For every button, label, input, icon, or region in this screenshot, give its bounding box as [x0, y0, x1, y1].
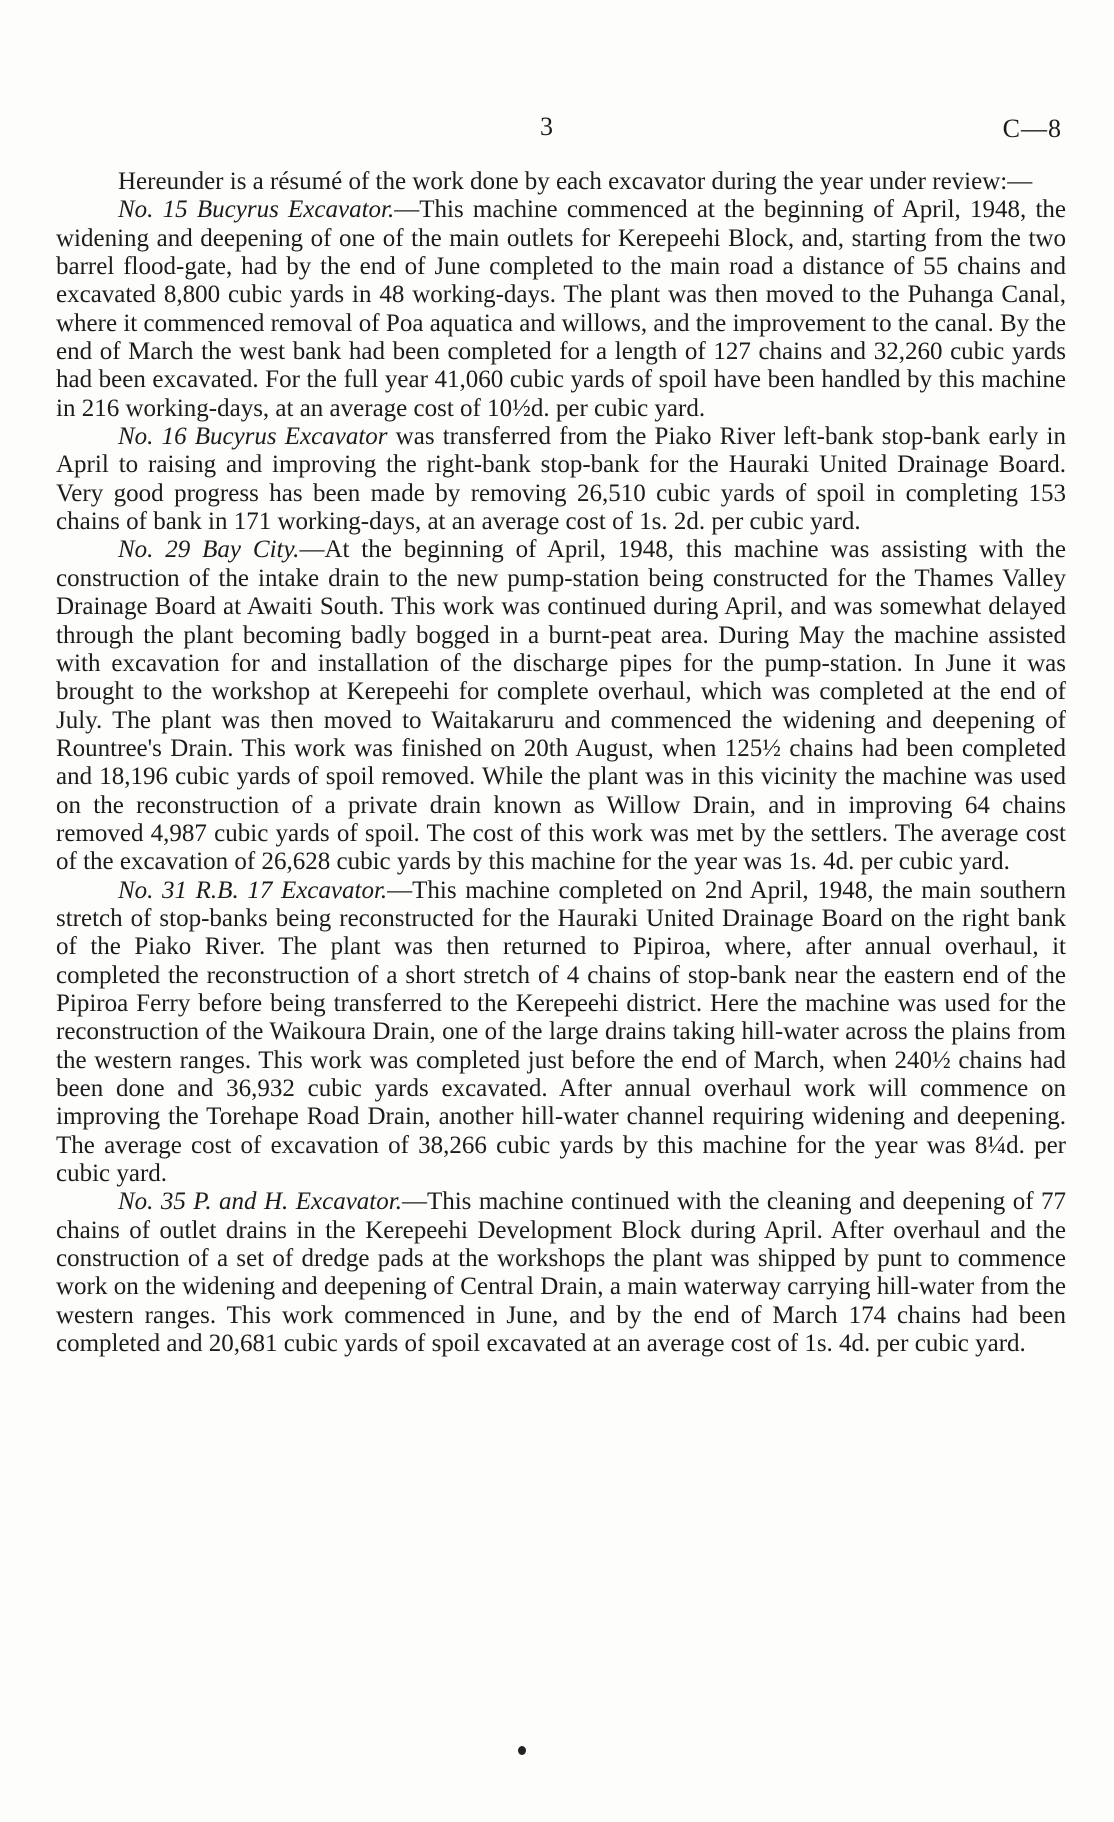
- intro-paragraph: Hereunder is a résumé of the work done by each excavator during the year under review:—: [118, 168, 1033, 195]
- paragraph-lead: No. 29 Bay City.: [118, 536, 300, 564]
- page-number: 3: [540, 112, 553, 141]
- paragraph-lead: No. 15 Bucyrus Excavator.: [118, 196, 395, 224]
- paragraph-excavator-16: [56, 423, 1066, 536]
- paragraph-lead: No. 35 P. and H. Excavator.: [118, 1188, 402, 1216]
- paragraph-excavator-31: [56, 877, 1066, 1189]
- paragraph-bay-city-29: [56, 536, 1066, 876]
- paragraph-excavator-35: [56, 1188, 1066, 1358]
- paragraph-text: —This machine completed on 2nd April, 1948, the main southern stretch of stop-banks being reconstructed for the Hauraki United Drainage Board on the right bank of the Piako River. The plant was then returned to Pipiroa, where, after annual overhaul, it completed the reconstruction of a short stretch of 4 chains of stop-bank near the eastern end of the Pipiroa Ferry before being transferred to the Kerepeehi district. Here the machine was used for the reconstruction of the Waikoura Drain, one of the large drains taking hill-water across the plains from the western ranges. This work was completed just before the end of March, when 240½ chains had been done and 36,932 cubic yards excavated. After annual overhaul work will commence on improving the Torehape Road Drain, another hill-water channel requiring widening and deepening. The average cost of excavation of 38,266 cubic yards by this machine for the year was 8¼d. per cubic yard.: [56, 876, 1066, 1188]
- paragraph-lead: No. 16 Bucyrus Excavator: [118, 423, 388, 451]
- paragraph-text: —This machine commenced at the beginning of April, 1948, the widening and deepening of one of the main outlets for Kerepeehi Block, and, starting from the two barrel flood-gate, had by the end of June completed to the main road a distance of 55 chains and excavated 8,800 cubic yards in 48 working-days. The plant was then moved to the Puhanga Canal, where it commenced removal of Poa aquatica and willows, and the improvement to the canal. By the end of March the west bank had been completed for a length of 127 chains and 32,260 cubic yards had been excavated. For the full year 41,060 cubic yards of spoil have been handled by this machine in 216 working-days, at an average cost of 10½d. per cubic yard.: [56, 196, 1067, 422]
- paragraph-excavator-15: [56, 196, 1066, 423]
- body-text: [56, 168, 1066, 1358]
- paragraph-text: —At the beginning of April, 1948, this machine was assisting with the construction of the intake drain to the new pump-station being constructed for the Thames Valley Drainage Board at Awaiti South. This work was continued during April, and was somewhat delayed through the plant becoming badly bogged in a burnt-peat area. During May the machine assisted with excavation for and installation of the discharge pipes for the pump-station. In June it was brought to the workshop at Kerepeehi for complete overhaul, which was completed at the end of July. The plant was then moved to Waitakaruru and commenced the widening and deepening of Rountree's Drain. This work was finished on 20th August, when 125½ chains had been completed and 18,196 cubic yards of spoil removed. While the plant was in this vicinity the machine was used on the reconstruction of a private drain known as Willow Drain, and in improving 64 chains removed 4,987 cubic yards of spoil. The cost of this work was met by the settlers. The average cost of the excavation of 26,628 cubic yards by this machine for the year was 1s. 4d. per cubic yard.: [56, 536, 1066, 876]
- paragraph-text: was transferred from the Piako River left-bank stop-bank early in April to raising and improving the right-bank stop-bank for the Hauraki United Drainage Board. Very good progress has been made by removing 26,510 cubic yards of spoil in completing 153 chains of bank in 171 working-days, at an average cost of 1s. 2d. per cubic yard.: [56, 423, 1066, 536]
- document-reference: C—8: [1002, 114, 1062, 143]
- paragraph-lead: No. 31 R.B. 17 Excavator.: [118, 876, 388, 904]
- paragraph-text: —This machine continued with the cleaning and deepening of 77 chains of outlet drains in the Kerepeehi Development Block during April. After overhaul and the construction of a set of dredge pads at the workshops the plant was shipped by punt to commence work on the widening and deepening of Central Drain, a main waterway carrying hill-water from the western ranges. This work commenced in June, and by the end of March 174 chains had been completed and 20,681 cubic yards of spoil excavated at an average cost of 1s. 4d. per cubic yard.: [56, 1188, 1066, 1358]
- footer-dot-mark: [518, 1746, 526, 1755]
